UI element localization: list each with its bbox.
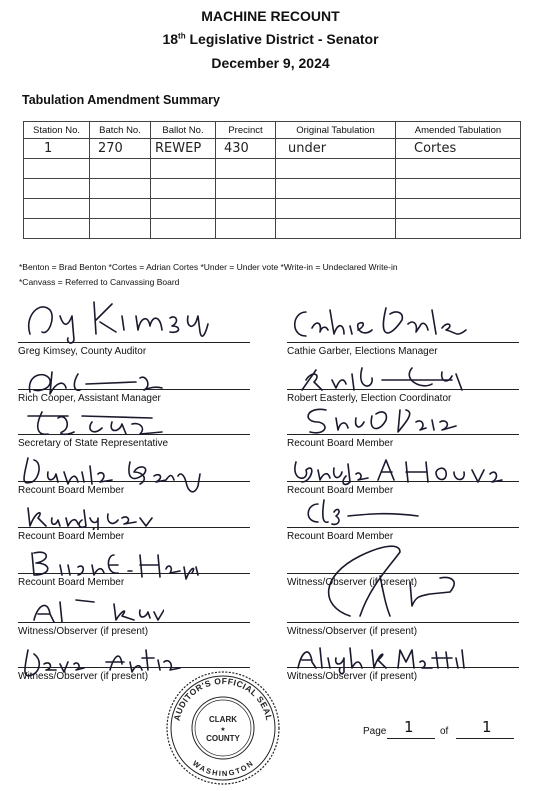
signature-berry (14, 452, 214, 496)
signature-label: Secretary of State Representative (18, 438, 169, 449)
table-cell: REWEP (151, 139, 216, 159)
page-number-line (387, 738, 435, 739)
signature-hopper (22, 545, 202, 583)
table-row (24, 159, 521, 179)
signature-label: Rich Cooper, Assistant Manager (18, 393, 161, 404)
signature-label: Greg Kimsey, County Auditor (18, 346, 147, 357)
signature-label: Recount Board Member (18, 485, 125, 496)
page-total: 1 (482, 718, 492, 736)
signature-mattila (288, 640, 468, 676)
signature-sos-rep (22, 408, 172, 440)
signature-label: Recount Board Member (287, 438, 394, 449)
table-row (24, 219, 521, 239)
signature-label: Robert Easterly, Election Coordinator (287, 393, 452, 404)
table-cell: 1 (24, 139, 90, 159)
signature-label: Cathie Garber, Elections Manager (287, 346, 438, 357)
page-label: Page (363, 726, 387, 737)
signature-label: Recount Board Member (287, 485, 394, 496)
signature-easterly (292, 360, 482, 396)
seal-outer-top: AUDITOR'S OFFICIAL SEAL (171, 675, 275, 722)
doc-date: December 9, 2024 (211, 55, 330, 71)
signature-label: Witness/Observer (if present) (18, 626, 149, 637)
signature-label: Witness/Observer (if present) (287, 671, 418, 682)
seal-star-icon: ★ (220, 727, 226, 733)
col-header: Original Tabulation (276, 122, 396, 139)
of-label: of (440, 726, 449, 737)
table-header-row (24, 122, 521, 139)
signature-label: Witness/Observer (if present) (287, 577, 418, 588)
seal-inner-bottom: COUNTY (206, 734, 240, 743)
doc-subtitle (0, 31, 541, 47)
table-row (24, 139, 521, 159)
seal-inner-top: CLARK (209, 715, 237, 724)
signature-hoover (286, 452, 506, 492)
signature-board-member (298, 494, 428, 530)
col-header: Station No. (24, 122, 90, 139)
signature-pruse (296, 402, 466, 438)
col-header: Precinct (216, 122, 276, 139)
signature-label: Recount Board Member (18, 577, 125, 588)
auditor-seal (163, 668, 283, 788)
signature-kimsey (20, 296, 230, 346)
seal-outer-bottom: WASHINGTON (190, 758, 256, 779)
signature-label: Recount Board Member (18, 531, 125, 542)
table-row (24, 179, 521, 199)
signature-label: Recount Board Member (287, 531, 394, 542)
col-header: Batch No. (90, 122, 151, 139)
signature-cooper (16, 364, 166, 400)
table-cell: Cortes (396, 139, 521, 159)
tabulation-table (23, 121, 521, 239)
page-total-line (456, 738, 514, 739)
table-cell: 430 (216, 139, 276, 159)
district-text: Legislative District - Senator (185, 31, 379, 47)
signature-garber (286, 300, 476, 346)
table-row (24, 199, 521, 219)
signature-witness-1 (24, 594, 164, 626)
signature-label: Witness/Observer (if present) (287, 626, 418, 637)
legend-line-1: *Benton = Brad Benton *Cortes = Adrian Cortes *Under = Under vote *Write-in = Undeclared Write-in (19, 262, 398, 272)
table-cell: 270 (90, 139, 151, 159)
signature-label: Witness/Observer (if present) (18, 671, 149, 682)
col-header: Amended Tabulation (396, 122, 521, 139)
col-header: Ballot No. (151, 122, 216, 139)
signature-beaudry (18, 500, 158, 530)
page-number: 1 (404, 718, 414, 736)
ordinal-suffix: th (178, 31, 186, 41)
legend-line-2: *Canvass = Referred to Canvassing Board (19, 277, 180, 287)
doc-title: MACHINE RECOUNT (201, 8, 340, 24)
table-cell: under (276, 139, 396, 159)
signature-witness-large (300, 536, 480, 626)
district-number: 18 (162, 31, 179, 47)
section-title: Tabulation Amendment Summary (22, 93, 220, 107)
